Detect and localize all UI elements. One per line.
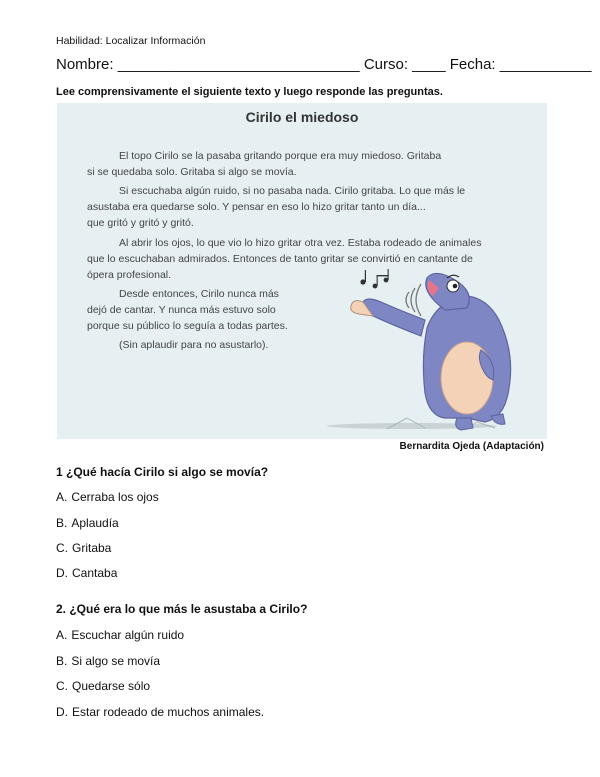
option-1d[interactable]: [56, 566, 117, 580]
option-text: Escuchar algún ruido: [71, 628, 185, 642]
story-line: El topo Cirilo se la pasaba gritando porque era muy miedoso. Gritaba: [119, 150, 442, 162]
course-label: Curso:: [363, 56, 408, 73]
story-line: que gritó y gritó y gritó.: [87, 217, 194, 229]
story-box: [57, 103, 547, 439]
story-line: asustaba era quedarse solo. Y pensar en eso lo hizo gritar tanto un día...: [87, 201, 426, 213]
sound-wave-icon: [406, 284, 421, 316]
option-letter: C.: [56, 679, 68, 693]
date-label: Fecha:: [449, 56, 496, 73]
date-field[interactable]: ___________: [499, 56, 592, 73]
option-2d[interactable]: [56, 705, 264, 719]
story-line: si se quedaba solo. Gritaba si algo se movía.: [87, 166, 297, 178]
story-line: dejó de cantar. Y nunca más estuvo solo: [87, 304, 276, 316]
story-line: porque su público lo seguía a todas partes.: [87, 320, 288, 332]
option-letter: A.: [56, 490, 68, 504]
option-letter: D.: [56, 705, 68, 719]
option-text: Si algo se movía: [71, 654, 161, 668]
question-2: 2. ¿Qué era lo que más le asustaba a Cirilo?: [56, 602, 308, 616]
option-text: Aplaudía: [71, 516, 119, 530]
option-letter: A.: [56, 628, 68, 642]
question-1: 1 ¿Qué hacía Cirilo si algo se movía?: [56, 465, 269, 479]
mole-illustration: [317, 258, 547, 438]
name-label: Nombre:: [56, 56, 114, 73]
option-2a[interactable]: [56, 628, 184, 642]
story-line: Desde entonces, Cirilo nunca más: [119, 288, 279, 300]
option-1b[interactable]: [56, 516, 119, 530]
story-line: que lo escuchaban admirados. Entonces de tanto gritar se convirtió en cantante de: [87, 253, 473, 265]
option-2c[interactable]: [56, 679, 150, 693]
student-info-fields: [56, 56, 592, 73]
option-text: Gritaba: [72, 541, 112, 555]
story-title: Cirilo el miedoso: [245, 109, 359, 125]
music-note-icon: [360, 269, 388, 288]
option-1a[interactable]: [56, 490, 159, 504]
option-letter: B.: [56, 654, 68, 668]
option-text: Cantaba: [72, 566, 118, 580]
story-line: ópera profesional.: [87, 269, 172, 281]
option-letter: B.: [56, 516, 68, 530]
option-2b[interactable]: [56, 654, 160, 668]
option-letter: C.: [56, 541, 68, 555]
option-text: Estar rodeado de muchos animales.: [72, 705, 265, 719]
story-credit: Bernardita Ojeda (Adaptación): [399, 441, 544, 452]
option-text: Quedarse sólo: [72, 679, 151, 693]
option-1c[interactable]: [56, 541, 111, 555]
name-field[interactable]: _____________________________: [117, 56, 360, 73]
option-letter: D.: [56, 566, 68, 580]
story-line: (Sin aplaudir para no asustarlo).: [119, 339, 269, 351]
instructions: Lee comprensivamente el siguiente texto y luego responde las preguntas.: [56, 86, 443, 98]
skill-label: Habilidad: Localizar Información: [56, 35, 206, 47]
story-line: Si escuchaba algún ruido, si no pasaba nada. Cirilo gritaba. Lo que más le: [119, 185, 466, 197]
course-field[interactable]: ____: [412, 56, 446, 73]
story-line: Al abrir los ojos, lo que vio lo hizo gritar otra vez. Estaba rodeado de animales: [119, 237, 482, 249]
option-text: Cerraba los ojos: [71, 490, 159, 504]
